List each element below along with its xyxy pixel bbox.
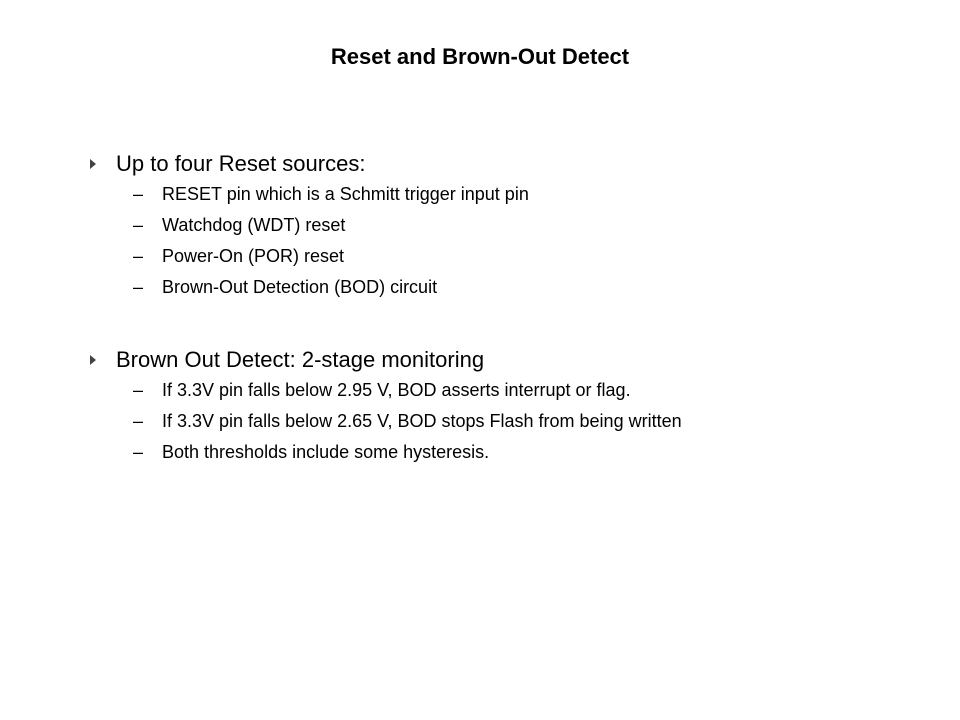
sub-bullet-list xyxy=(90,182,910,306)
dash-marker: – xyxy=(133,215,144,235)
bullet-section-brown-out xyxy=(90,346,910,471)
sub-bullet-item xyxy=(90,378,910,409)
sub-bullet-item xyxy=(90,409,910,440)
sub-bullet-text: If 3.3V pin falls below 2.65 V, BOD stops Flash from being written xyxy=(162,411,682,431)
dash-marker: – xyxy=(133,277,144,297)
sub-bullet-text: RESET pin which is a Schmitt trigger input pin xyxy=(162,184,529,204)
sub-bullet-item xyxy=(90,244,910,275)
sub-bullet-text: Power-On (POR) reset xyxy=(162,246,345,266)
sub-bullet-text: Brown-Out Detection (BOD) circuit xyxy=(162,277,438,297)
sub-bullet-text: Both thresholds include some hysteresis. xyxy=(162,442,490,462)
bullet-heading: Up to four Reset sources: xyxy=(116,151,366,176)
sub-bullet-item xyxy=(90,182,910,213)
dash-marker: – xyxy=(133,442,144,462)
sub-bullet-item xyxy=(90,213,910,244)
dash-marker: – xyxy=(133,380,144,400)
bullet-section-reset-sources xyxy=(90,150,910,306)
sub-bullet-text: Watchdog (WDT) reset xyxy=(162,215,346,235)
sub-bullet-item xyxy=(90,275,910,306)
slide-title: Reset and Brown-Out Detect xyxy=(330,44,630,69)
dash-marker: – xyxy=(133,184,144,204)
sub-bullet-item xyxy=(90,440,910,471)
sub-bullet-list xyxy=(90,378,910,471)
dash-marker: – xyxy=(133,246,144,266)
dash-marker: – xyxy=(133,411,144,431)
bullet-row xyxy=(90,346,910,376)
sub-bullet-text: If 3.3V pin falls below 2.95 V, BOD asserts interrupt or flag. xyxy=(162,380,631,400)
triangle-right-icon xyxy=(90,159,96,169)
bullet-row xyxy=(90,150,910,180)
triangle-right-icon xyxy=(90,355,96,365)
bullet-heading: Brown Out Detect: 2-stage monitoring xyxy=(116,347,485,372)
